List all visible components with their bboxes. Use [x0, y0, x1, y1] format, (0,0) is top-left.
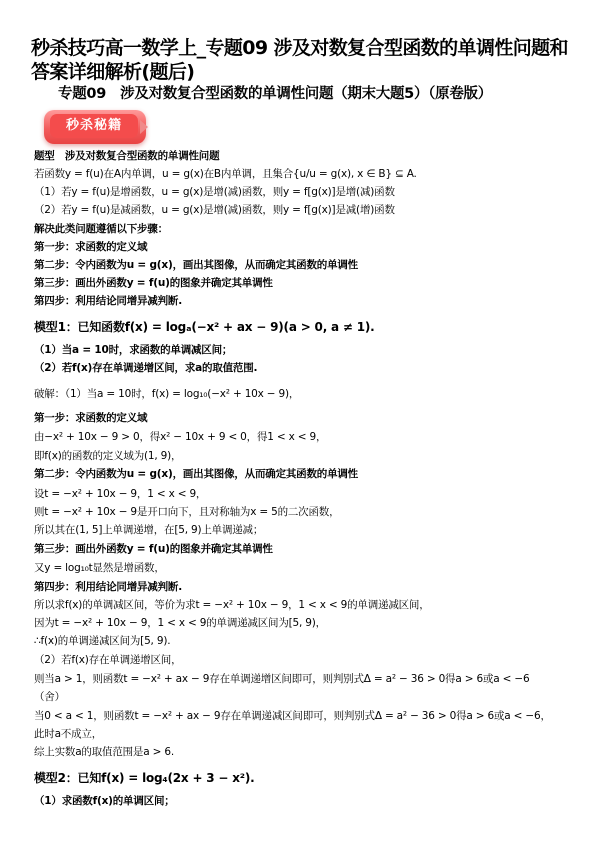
- solution-line: 所以求f(x)的单调减区间，等价为求t = −x² + 10x − 9，1 < x < 9的单调递减区间，: [34, 599, 430, 611]
- text-line: （1）若y = f(u)是增函数，u = g(x)是增(减)函数，则y = f[g(x)]是增(减)函数: [34, 186, 395, 198]
- solution-line: （舍）: [34, 691, 65, 703]
- step-heading: 第四步：利用结论同增异减判断.: [34, 581, 182, 593]
- text-line: 解决此类问题遵循以下步骤：: [34, 223, 168, 235]
- model-heading: 模型2：已知f(x) = log₄(2x + 3 − x²).: [34, 771, 255, 785]
- step-heading: 第二步：令内函数为u = g(x)，画出其图像，从而确定其函数的单调性: [34, 259, 358, 271]
- solution-line: 设t = −x² + 10x − 9，1 < x < 9，: [34, 488, 207, 500]
- solution-line: 又y = log₁₀t显然是增函数，: [34, 562, 165, 574]
- question-line: （2）若f(x)存在单调递增区间，求a的取值范围.: [34, 362, 258, 374]
- solution-line: 所以其在(1, 5]上单调递增，在[5, 9)上单调递减；: [34, 524, 264, 536]
- solution-line: 综上实数a的取值范围是a > 6.: [34, 746, 174, 758]
- text-line: 若函数y = f(u)在A内单调，u = g(x)在B内单调，且集合{u/u = g(x), x ∈ B} ⊆ A.: [34, 168, 417, 180]
- step-heading: 第三步：画出外函数y = f(u)的图象并确定其单调性: [34, 277, 273, 289]
- document-subtitle: 专题09 涉及对数复合型函数的单调性问题（期末大题5）（原卷版）: [58, 86, 492, 102]
- solution-line: 此时a不成立，: [34, 728, 103, 740]
- step-heading: 第一步：求函数的定义域: [34, 241, 148, 253]
- solution-line: 则t = −x² + 10x − 9是开口向下，且对称轴为x = 5的二次函数，: [34, 506, 340, 518]
- question-line: （1）求函数f(x)的单调区间；: [34, 795, 175, 807]
- step-heading: 第三步：画出外函数y = f(u)的图象并确定其单调性: [34, 543, 273, 555]
- question-line: （1）当a = 10时，求函数的单调减区间；: [34, 344, 233, 356]
- solution-line: 则当a > 1，则函数t = −x² + ax − 9存在单调递增区间即可，则判别式Δ = a² − 36 > 0得a > 6或a < −6: [34, 673, 530, 685]
- section-heading: 题型 涉及对数复合型函数的单调性问题: [34, 150, 220, 162]
- solution-line: 由−x² + 10x − 9 > 0，得x² − 10x + 9 < 0，得1 < x < 9，: [34, 431, 327, 443]
- step-heading: 第一步：求函数的定义域: [34, 412, 148, 424]
- badge-label: 秒杀秘籍: [50, 114, 138, 138]
- document-title: 秒杀技巧高一数学上_专题09 涉及对数复合型函数的单调性问题和答案详细解析(题后): [31, 37, 568, 83]
- solution-line: （2）若f(x)存在单调递增区间，: [34, 654, 182, 666]
- step-heading: 第二步：令内函数为u = g(x)，画出其图像，从而确定其函数的单调性: [34, 468, 358, 480]
- text-line: （2）若y = f(u)是减函数，u = g(x)是增(减)函数，则y = f[g(x)]是减(增)函数: [34, 204, 395, 216]
- solution-line: 即f(x)的函数的定义域为(1, 9)，: [34, 450, 182, 462]
- solution-line: 因为t = −x² + 10x − 9，1 < x < 9的单调递减区间为[5, 9)，: [34, 617, 326, 629]
- solution-line: 破解：（1）当a = 10时，f(x) = log₁₀(−x² + 10x − 9)，: [34, 388, 300, 400]
- model-heading: 模型1：已知函数f(x) = logₐ(−x² + ax − 9)(a > 0, a ≠ 1).: [34, 320, 375, 334]
- step-heading: 第四步：利用结论同增异减判断.: [34, 295, 182, 307]
- badge-banner: [44, 110, 146, 144]
- badge-arrow-icon: [140, 120, 148, 134]
- solution-line: 当0 < a < 1，则函数t = −x² + ax − 9存在单调递减区间即可，则判别式Δ = a² − 36 > 0得a > 6或a < −6，: [34, 710, 551, 722]
- solution-line: ∴f(x)的单调递减区间为[5, 9).: [34, 635, 171, 647]
